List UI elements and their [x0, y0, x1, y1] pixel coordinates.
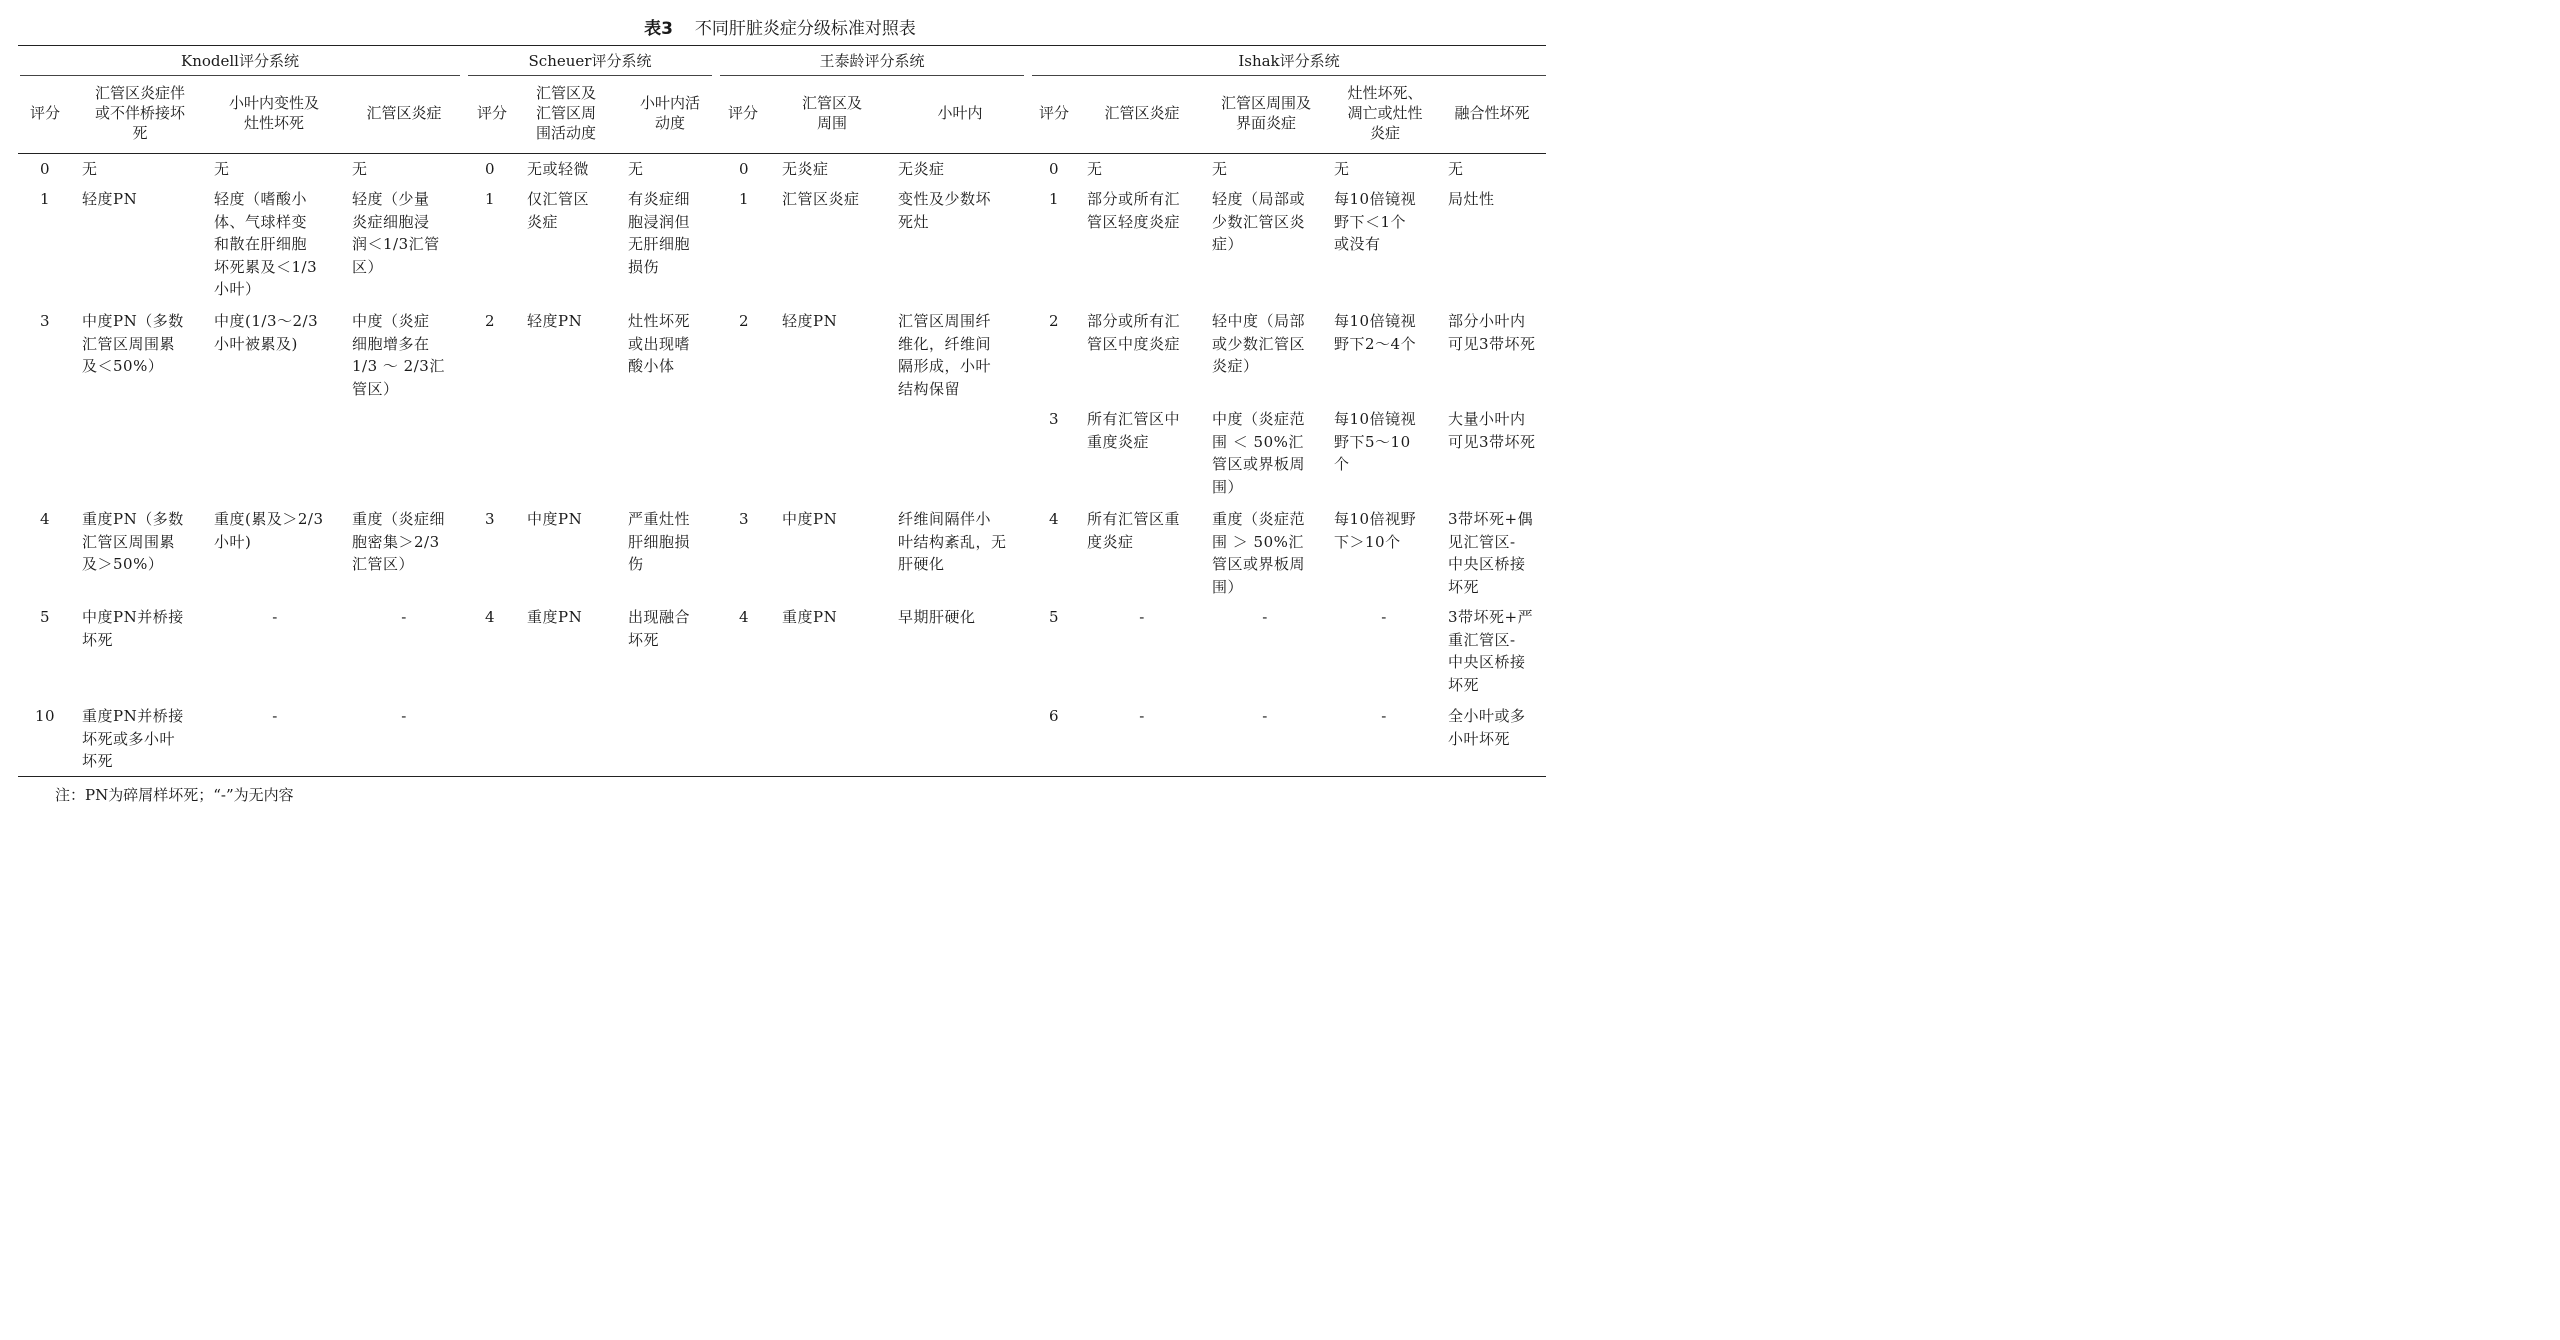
header-w-lobular: 小叶内	[937, 104, 983, 122]
cell-k-portal: 中度PN并桥接 坏死	[82, 608, 184, 649]
cell-i-focal: 每10倍视野 下＞10个	[1334, 510, 1417, 551]
header-i-portal: 汇管区炎症	[1104, 104, 1180, 122]
header-i-confluent: 融合性坏死	[1454, 104, 1530, 122]
cell-i-portal: -	[1139, 608, 1145, 626]
cell-s-score: 1	[484, 190, 496, 208]
cell-k-portal: 重度PN并桥接 坏死或多小叶 坏死	[82, 707, 184, 770]
cell-i-score: 3	[1048, 410, 1060, 428]
cell-i-score: 2	[1048, 312, 1060, 330]
cell-s-portal: 无或轻微	[527, 160, 590, 178]
header-i-score: 评分	[1038, 104, 1069, 122]
header-k-portal-infl: 汇管区炎症	[366, 104, 442, 122]
cell-k-portal: 无	[82, 160, 98, 178]
cell-w-lobular: 纤维间隔伴小 叶结构紊乱，无 肝硬化	[898, 510, 1007, 573]
cell-w-score: 2	[738, 312, 750, 330]
cell-i-focal: -	[1381, 608, 1387, 626]
cell-i-interface: 重度（炎症范 围 ＞ 50%汇 管区或界板周 围）	[1212, 510, 1306, 596]
header-s-score: 评分	[476, 104, 507, 122]
cell-k-portal: 中度PN（多数 汇管区周围累 及＜50%）	[82, 312, 184, 375]
cell-k-score: 5	[39, 608, 51, 626]
cell-s-score: 2	[484, 312, 496, 330]
cell-s-lobular: 出现融合 坏死	[628, 608, 691, 649]
group-knodell: Knodell评分系统	[181, 52, 299, 70]
cell-i-score: 5	[1048, 608, 1060, 626]
cell-i-confluent: 无	[1448, 160, 1464, 178]
cell-s-lobular: 灶性坏死 或出现嗜 酸小体	[628, 312, 691, 375]
cell-s-portal: 重度PN	[527, 608, 583, 626]
cell-k-lobular: -	[272, 707, 278, 725]
cell-k-portal: 重度PN（多数 汇管区周围累 及＞50%）	[82, 510, 184, 573]
header-i-focal: 灶性坏死、 凋亡或灶性 炎症	[1347, 84, 1423, 142]
cell-s-score: 3	[484, 510, 496, 528]
cell-i-interface: 轻度（局部或 少数汇管区炎 症）	[1212, 190, 1306, 253]
header-s-lobular: 小叶内活 动度	[639, 94, 700, 132]
cell-i-confluent: 3带坏死+严 重汇管区- 中央区桥接 坏死	[1448, 608, 1534, 694]
cell-k-lobular: 轻度（嗜酸小 体、气球样变 和散在肝细胞 坏死累及＜1/3 小叶）	[214, 190, 318, 298]
cell-i-focal: -	[1381, 707, 1387, 725]
cell-w-score: 3	[738, 510, 750, 528]
cell-i-score: 6	[1048, 707, 1060, 725]
cell-i-confluent: 3带坏死+偶 见汇管区- 中央区桥接 坏死	[1448, 510, 1534, 596]
cell-w-score: 1	[738, 190, 750, 208]
cell-w-portal: 无炎症	[782, 160, 829, 178]
header-i-interface: 汇管区周围及 界面炎症	[1220, 94, 1311, 132]
header-w-score: 评分	[727, 104, 758, 122]
cell-i-score: 0	[1048, 160, 1060, 178]
cell-k-score: 1	[39, 190, 51, 208]
cell-w-lobular: 无炎症	[898, 160, 945, 178]
cell-w-lobular: 变性及少数坏 死灶	[898, 190, 992, 231]
group-ishak: Ishak评分系统	[1238, 52, 1340, 70]
cell-i-interface: -	[1262, 608, 1268, 626]
group-scheuer: Scheuer评分系统	[528, 52, 652, 70]
cell-i-focal: 每10倍镜视 野下5～10 个	[1334, 410, 1417, 473]
table-title: 表3 不同肝脏炎症分级标准对照表	[644, 19, 916, 39]
cell-i-confluent: 大量小叶内 可见3带坏死	[1448, 410, 1536, 451]
cell-w-portal: 轻度PN	[782, 312, 838, 330]
cell-s-lobular: 有炎症细 胞浸润但 无肝细胞 损伤	[628, 190, 691, 276]
cell-k-portal: 轻度PN	[82, 190, 138, 208]
cell-i-confluent: 部分小叶内 可见3带坏死	[1448, 312, 1536, 353]
cell-i-interface: 中度（炎症范 围 ＜ 50%汇 管区或界板周 围）	[1212, 410, 1306, 496]
cell-i-portal: 部分或所有汇 管区轻度炎症	[1087, 190, 1181, 231]
group-rule-scheuer	[468, 75, 712, 76]
cell-s-portal: 中度PN	[527, 510, 583, 528]
cell-i-focal: 无	[1334, 160, 1350, 178]
cell-i-focal: 每10倍镜视 野下＜1个 或没有	[1334, 190, 1417, 253]
cell-w-portal: 汇管区炎症	[782, 190, 860, 208]
header-rule	[18, 153, 1546, 154]
cell-i-score: 1	[1048, 190, 1060, 208]
header-w-portal: 汇管区及 周围	[801, 94, 862, 132]
cell-i-focal: 每10倍镜视 野下2～4个	[1334, 312, 1417, 353]
cell-i-portal: 无	[1087, 160, 1103, 178]
cell-k-score: 4	[39, 510, 51, 528]
header-k-portal: 汇管区炎症伴 或不伴桥接坏 死	[94, 84, 185, 142]
cell-i-confluent: 全小叶或多 小叶坏死	[1448, 707, 1526, 748]
cell-k-score: 3	[39, 312, 51, 330]
cell-k-portal-infl: 轻度（少量 炎症细胞浸 润＜1/3汇管 区）	[352, 190, 440, 276]
top-rule	[18, 45, 1546, 46]
header-s-portal: 汇管区及 汇管区周 围活动度	[535, 84, 596, 142]
header-k-lobular: 小叶内变性及 灶性坏死	[228, 94, 319, 132]
cell-i-portal: 所有汇管区中 重度炎症	[1087, 410, 1181, 451]
group-rule-knodell	[20, 75, 460, 76]
cell-s-lobular: 无	[628, 160, 644, 178]
cell-w-portal: 中度PN	[782, 510, 838, 528]
cell-k-lobular: 中度(1/3～2/3 小叶被累及)	[214, 312, 319, 353]
cell-w-portal: 重度PN	[782, 608, 838, 626]
cell-k-score: 10	[34, 707, 56, 725]
cell-k-portal-infl: 重度（炎症细 胞密集＞2/3 汇管区）	[352, 510, 446, 573]
cell-i-portal: 所有汇管区重 度炎症	[1087, 510, 1181, 551]
cell-s-score: 4	[484, 608, 496, 626]
cell-i-interface: 无	[1212, 160, 1228, 178]
cell-k-portal-infl: 无	[352, 160, 368, 178]
cell-s-portal: 轻度PN	[527, 312, 583, 330]
cell-s-score: 0	[484, 160, 496, 178]
cell-s-portal: 仅汇管区 炎症	[527, 190, 590, 231]
cell-k-portal-infl: -	[401, 707, 407, 725]
cell-i-confluent: 局灶性	[1448, 190, 1495, 208]
table-note: 注：PN为碎屑样坏死；“-”为无内容	[55, 786, 294, 804]
header-k-score: 评分	[29, 104, 60, 122]
cell-i-interface: 轻中度（局部 或少数汇管区 炎症）	[1212, 312, 1306, 375]
group-rule-wang	[720, 75, 1024, 76]
cell-k-lobular: -	[272, 608, 278, 626]
bottom-rule	[18, 776, 1546, 777]
cell-w-lobular: 汇管区周围纤 维化，纤维间 隔形成，小叶 结构保留	[898, 312, 992, 398]
cell-w-score: 4	[738, 608, 750, 626]
group-rule-ishak	[1032, 75, 1546, 76]
cell-i-score: 4	[1048, 510, 1060, 528]
cell-k-portal-infl: 中度（炎症 细胞增多在 1/3 ～ 2/3汇 管区）	[352, 312, 445, 398]
cell-s-lobular: 严重灶性 肝细胞损 伤	[628, 510, 691, 573]
cell-k-lobular: 重度(累及＞2/3 小叶)	[214, 510, 324, 551]
cell-i-portal: -	[1139, 707, 1145, 725]
cell-w-score: 0	[738, 160, 750, 178]
cell-k-portal-infl: -	[401, 608, 407, 626]
cell-k-score: 0	[39, 160, 51, 178]
cell-i-portal: 部分或所有汇 管区中度炎症	[1087, 312, 1181, 353]
cell-i-interface: -	[1262, 707, 1268, 725]
cell-k-lobular: 无	[214, 160, 230, 178]
group-wang: 王泰龄评分系统	[819, 52, 925, 70]
cell-w-lobular: 早期肝硬化	[898, 608, 976, 626]
